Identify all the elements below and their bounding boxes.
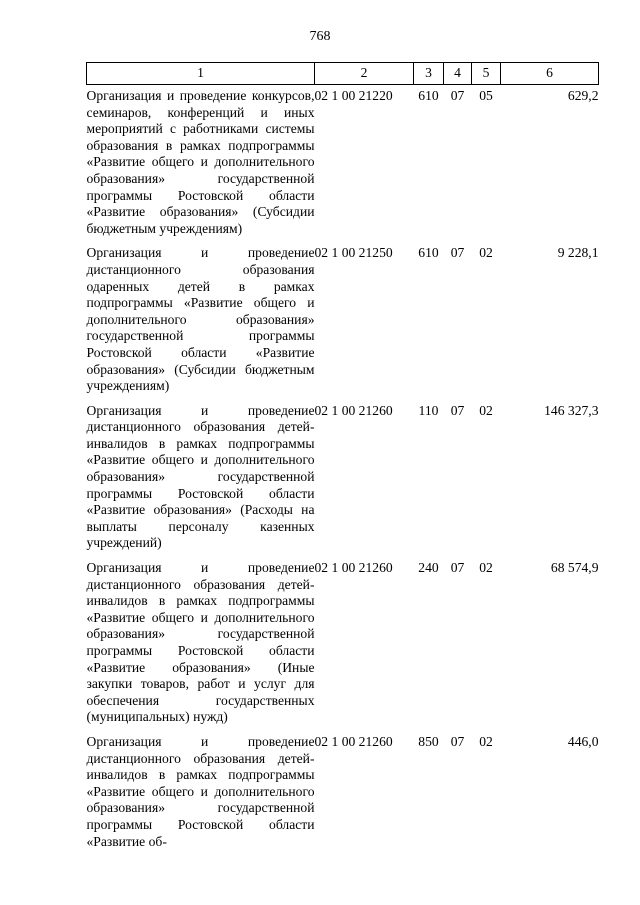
table-row — [87, 403, 599, 560]
row-description: Организация и проведение дистанционного образования одаренных детей в рамках подпрограммы «Развитие общего и дополнительного образования» государственной программы Ростовской области «Развитие образования» (Субсидии бюджетным учреждениям) — [86, 245, 315, 394]
row-amount: 629,2 — [567, 88, 599, 103]
row-col5: 02 — [479, 402, 493, 418]
col-header-1: 1 — [87, 63, 315, 85]
col-header-2: 2 — [315, 63, 414, 85]
row-amount: 146 327,3 — [544, 402, 599, 418]
row-amount: 68 574,9 — [550, 560, 599, 576]
row-col4: 07 — [450, 560, 465, 576]
row-code: 02 1 00 21220 — [314, 88, 393, 103]
table-row — [87, 85, 599, 246]
table-row — [87, 734, 599, 858]
row-col4: 07 — [450, 88, 465, 103]
row-col5: 02 — [479, 560, 493, 576]
row-code: 02 1 00 21260 — [314, 560, 393, 576]
col-header-6: 6 — [501, 63, 599, 85]
row-amount: 446,0 — [567, 733, 599, 749]
table-row — [87, 560, 599, 734]
page-number: 768 — [309, 29, 331, 44]
row-col4: 07 — [450, 733, 465, 749]
row-col4: 07 — [450, 402, 465, 418]
row-description: Организация и проведение дистанционного образования детей-инвалидов в рамках подпрограммы «Развитие общего и дополнительного образования» государственной программы Ростовской области «Развитие образования» (Расходы на выплаты персоналу казенных учреждений) — [86, 402, 315, 551]
row-amount: 9 228,1 — [557, 245, 599, 261]
row-col3: 110 — [418, 402, 439, 418]
col-header-5: 5 — [472, 63, 501, 85]
row-description: Организация и проведение конкурсов, семинаров, конференций и иных мероприятий с работниками системы образования в рамках подпрограммы «Развитие общего и дополнительного образования» государственной программы Ростовской области «Развитие образования» (Субсидии бюджетным учреждениям) — [86, 88, 315, 236]
col-header-4: 4 — [444, 63, 472, 85]
header-row — [87, 63, 599, 85]
row-col5: 05 — [479, 88, 493, 103]
row-code: 02 1 00 21260 — [314, 733, 393, 749]
row-col3: 240 — [418, 560, 439, 576]
row-col3: 610 — [418, 88, 439, 103]
row-col5: 02 — [479, 245, 493, 261]
row-col5: 02 — [479, 733, 493, 749]
row-col3: 850 — [418, 733, 439, 749]
budget-table — [86, 62, 599, 858]
row-col4: 07 — [450, 245, 465, 261]
row-code: 02 1 00 21260 — [314, 402, 393, 418]
row-description: Организация и проведение дистанционного образования детей-инвалидов в рамках подпрограммы «Развитие общего и дополнительного образования» государственной программы Ростовской области «Развитие образования» (Иные закупки товаров, работ и услуг для обеспечения государственных (муниципальных) нужд) — [86, 560, 315, 725]
row-description: Организация и проведение дистанционного образования детей-инвалидов в рамках подпрограммы «Развитие общего и дополнительного образования» государственной программы Ростовской области «Развитие об- — [86, 733, 315, 849]
row-code: 02 1 00 21250 — [314, 245, 393, 261]
row-col3: 610 — [418, 245, 439, 261]
table-row — [87, 245, 599, 402]
col-header-3: 3 — [414, 63, 444, 85]
